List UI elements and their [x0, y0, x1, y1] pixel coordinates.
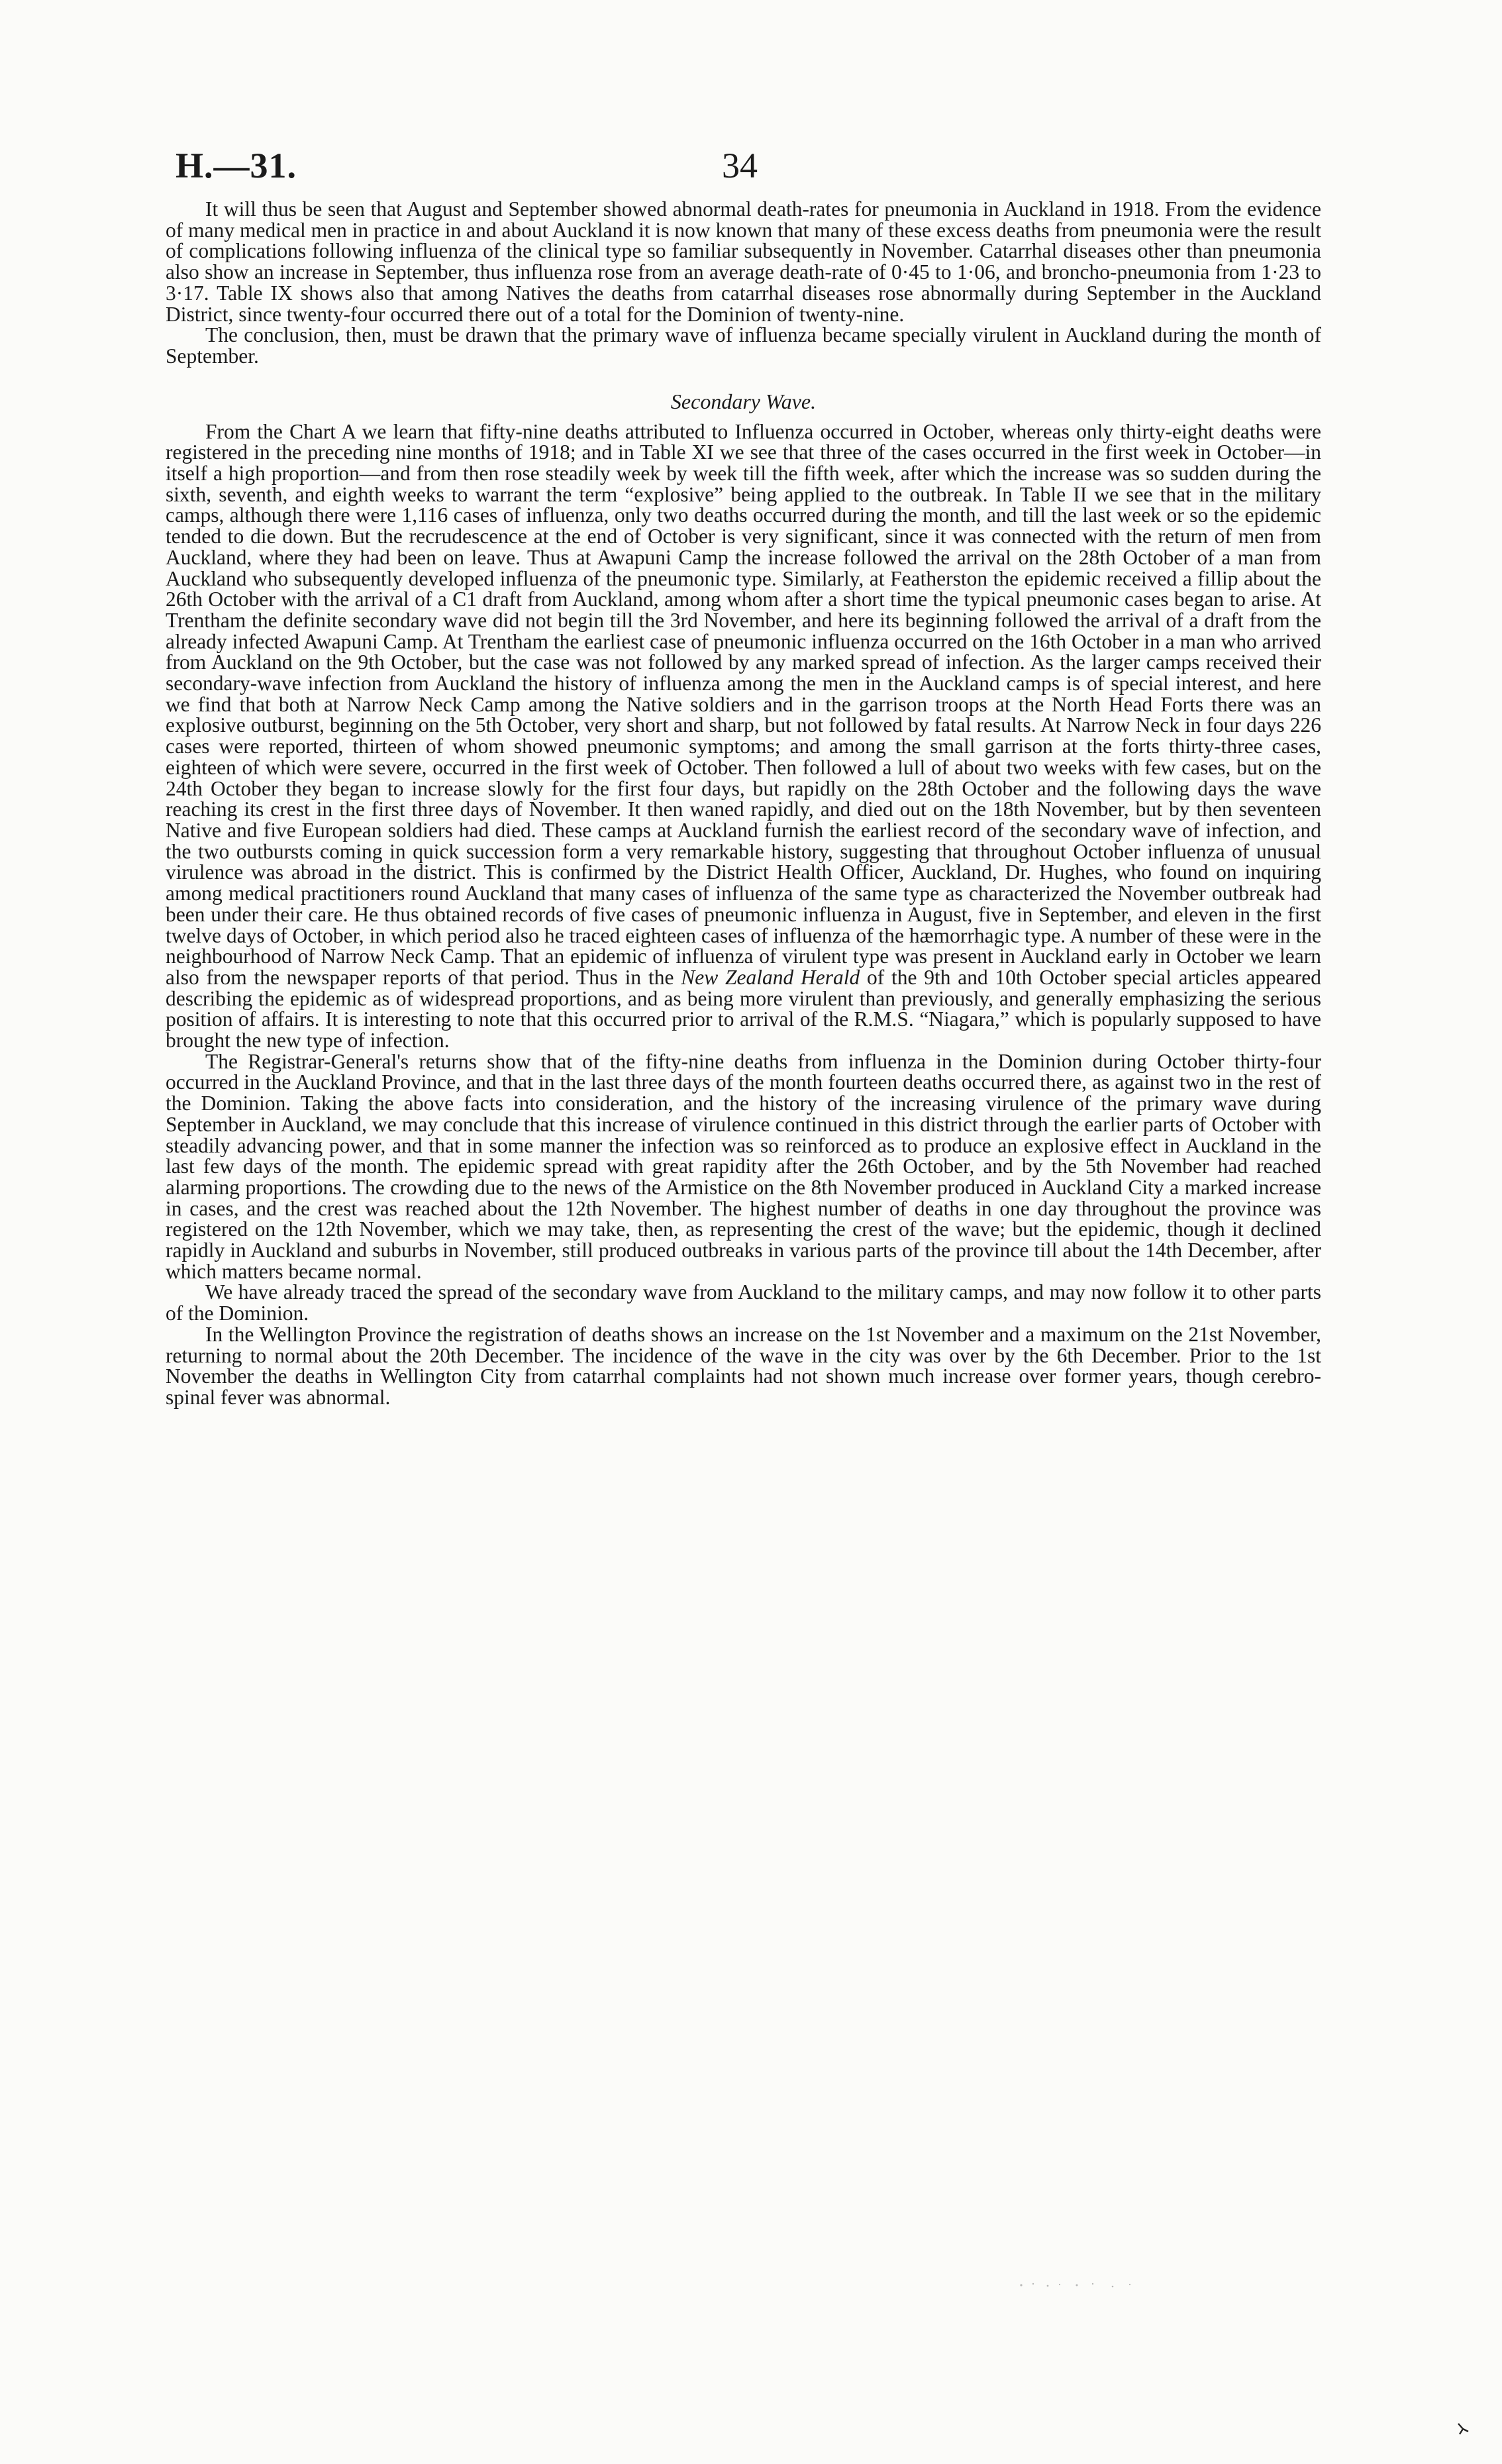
text-run: of the 9th and 10th October special articles appeared describing the epidemic as of widespread proportions, and as being more virulent than previously, and generally emphasizing the serious position of affairs. It is interesting to note that this occurred prior to arrival of the R.M.S. “Niagara,” which is popularly supposed to have brought the new type of infection. — [166, 965, 1322, 1052]
paragraph-secondary-wave-camps — [166, 421, 1321, 1051]
page-header — [175, 142, 1328, 189]
page-number: 34 — [722, 146, 758, 185]
paragraph-wellington-province: In the Wellington Province the registration of deaths shows an increase on the 1st November and a maximum on the 21st November, returning to normal about the 20th December. The incidence of the wave in the city was over by the 6th December. Prior to the 1st November the deaths in Wellington City from catarrhal complaints had not shown much increase over former years, though cerebro-spinal fever was abnormal. — [166, 1322, 1321, 1409]
document-code: H.—31. — [175, 146, 297, 185]
paragraph-registrar-general-returns: The Registrar-General's returns show that of the fifty-nine deaths from influenza in the Dominion during October thirty-four occurred in the Auckland Province, and that in the last three days of the month fourteen deaths occurred there, as against two in the rest of the Dominion. Taking the above facts into consideration, and the history of the increasing virulence of the primary wave during September in Auckland, we may conclude that this increase of virulence continued in this district through the earlier parts of October with steadily advancing power, and that in some manner the infection was so reinforced as to produce an explosive effect in Auckland in the last few days of the month. The epidemic spread with great rapidity after the 26th October, and by the 5th November had reached alarming proportions. The crowding due to the news of the Armistice on the 8th November produced in Auckland City a marked increase in cases, and the crest was reached about the 12th November. The highest number of deaths in one day throughout the province was registered on the 12th November, which we may take, then, as representing the crest of the wave; but the epidemic, though it declined rapidly in Auckland and suburbs in November, still produced outbreaks in various parts of the province till about the 14th December, after which matters became normal. — [166, 1049, 1321, 1283]
newspaper-title: New Zealand Herald — [681, 965, 860, 989]
section-heading-secondary-wave: Secondary Wave. — [670, 389, 817, 413]
body-text — [166, 199, 1321, 1408]
paragraph-primary-wave-conclusion: The conclusion, then, must be drawn that the primary wave of influenza became specially virulent in Auckland during the month of September. — [166, 323, 1321, 368]
scan-corner-mark — [1457, 2421, 1470, 2437]
scan-artifact-marks — [1013, 2279, 1146, 2292]
paragraph-military-camps-spread: We have already traced the spread of the secondary wave from Auckland to the military camps, and may now follow it to other parts of the Dominion. — [166, 1280, 1321, 1325]
text-run: From the Chart A we learn that fifty-nine deaths attributed to Influenza occurred in October, whereas only thirty-eight deaths were registered in the preceding nine months of 1918; and in Table XI we see that three of the cases occurred in the first week in October—in itself a high proportion—and from then rose steadily week by week till the fifth week, after which the increase was so sudden during the sixth, seventh, and eighth weeks to warrant the term “explosive” being applied to the outbreak. In Table II we see that in the military camps, although there were 1,116 cases of influenza, only two deaths occurred during the month, and till the last week or so the epidemic tended to die down. But the recrudescence at the end of October is very significant, since it was connected with the return of men from Auckland, where they had been on leave. Thus at Awapuni Camp the increase followed the arrival on the 28th October of a man from Auckland who subsequently developed influenza of the pneumonic type. Similarly, at Featherston the epidemic received a fillip about the 26th October with the arrival of a C1 draft from Auckland, among whom after a short time the typical pneumonic cases began to arise. At Trentham the definite secondary wave did not begin till the 3rd November, and here its beginning followed the arrival of a draft from the already infected Awapuni Camp. At Trentham the earliest case of pneumonic influenza occurred on the 16th October in a man who arrived from Auckland on the 9th October, but the case was not followed by any marked spread of infection. As the larger camps received their secondary-wave infection from Auckland the history of influenza among the men in the Auckland camps is of special interest, and here we find that both at Narrow Neck Camp among the Native soldiers and in the garrison troops at the North Head Forts there was an explosive outburst, beginning on the 5th October, very short and sharp, but not followed by fatal results. At Narrow Neck in four days 226 cases were reported, thirteen of whom showed pneumonic symptoms; and among the small garrison at the forts thirty-three cases, eighteen of which were severe, occurred in the first week of October. Then followed a lull of about two weeks with few cases, but on the 24th October they began to increase slowly for the first four days, but rapidly on the 28th October and the following days the wave reaching its crest in the first three days of November. It then waned rapidly, and died out on the 18th November, but by then seventeen Native and five European soldiers had died. These camps at Auckland furnish the earliest record of the secondary wave of infection, and the two outbursts coming in quick succession form a very remarkable history, suggesting that throughout October influenza of unusual virulence was abroad in the district. This is confirmed by the District Health Officer, Auckland, Dr. Hughes, who found on inquiring among medical practitioners round Auckland that many cases of influenza of the same type as characterized the November outbreak had been under their care. He thus obtained records of five cases of pneumonic influenza in August, five in September, and eleven in the first twelve days of October, in which period also he traced eighteen cases of influenza of the hæmorrhagic type. A number of these were in the neighbourhood of Narrow Neck Camp. That an epidemic of influenza of virulent type was present in Auckland early in October we learn also from the newspaper reports of that period. Thus in the — [166, 419, 1321, 989]
paragraph-pneumonia-deaths: It will thus be seen that August and September showed abnormal death-rates for pneumonia in Auckland in 1918. From the evidence of many medical men in practice in and about Auckland it is now known that many of these excess deaths from pneumonia were the result of complications following influenza of the clinical type so familiar subsequently in November. Catarrhal diseases other than pneumonia also show an increase in September, thus influenza rose from an average death-rate of 0·45 to 1·06, and broncho-pneumonia from 1·23 to 3·17. Table IX shows also that among Natives the deaths from catarrhal diseases rose abnormally during September in the Auckland District, since twenty-four occurred there out of a total for the Dominion of twenty-nine. — [166, 197, 1321, 326]
